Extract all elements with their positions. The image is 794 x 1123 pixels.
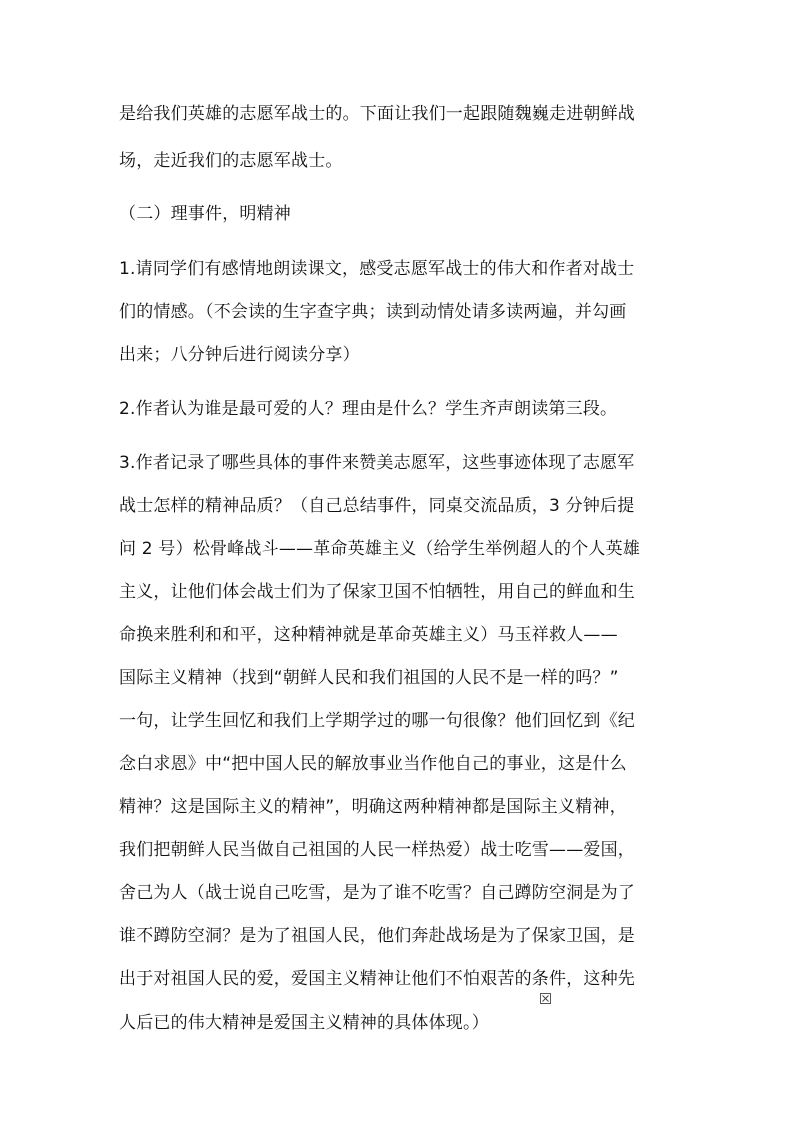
paragraph-line: 出于对祖国人民的爱，爱国主义精神让他们不怕艰苦的条件，这种先 <box>119 969 635 989</box>
broken-image-icon <box>540 993 551 1004</box>
paragraph-line: 我们把朝鲜人民当做自己祖国的人民一样热爱）战士吃雪——爱国， <box>119 840 635 860</box>
paragraph-line: 出来；八分钟后进行阅读分享） <box>119 345 360 365</box>
paragraph-line: 精神？这是国际主义的精神”，明确这两种精神都是国际主义精神， <box>119 797 627 817</box>
paragraph-line: 3.作者记录了哪些具体的事件来赞美志愿军，这些事迹体现了志愿军 <box>119 453 635 473</box>
paragraph-line: 谁不蹲防空洞？是为了祖国人民，他们奔赴战场是为了保家卫国，是 <box>119 926 635 946</box>
paragraph-line: 命换来胜利和和平，这种精神就是革命英雄主义）马玉祥救人—— <box>119 625 618 645</box>
paragraph-line: 人后已的伟大精神是爱国主义精神的具体体现。） <box>119 1013 489 1033</box>
paragraph-line: 念白求恩》中“把中国人民的解放事业当作他自己的事业，这是什么 <box>119 754 627 774</box>
paragraph-line: 国际主义精神（找到“朝鲜人民和我们祖国的人民不是一样的吗？” <box>119 668 619 688</box>
paragraph-line: 是给我们英雄的志愿军战士的。下面让我们一起跟随魏巍走进朝鲜战 <box>119 104 635 124</box>
section-heading: （二）理事件，明精神 <box>119 204 291 224</box>
paragraph-line: 问 2 号）松骨峰战斗——革命英雄主义（给学生举例超人的个人英雄 <box>119 539 641 559</box>
paragraph-line: 舍己为人（战士说自己吃雪，是为了谁不吃雪？自己蹲防空洞是为了 <box>119 883 635 903</box>
paragraph-line: 场，走近我们的志愿军战士。 <box>119 151 343 171</box>
paragraph-line: 2.作者认为谁是最可爱的人？理由是什么？学生齐声朗读第三段。 <box>119 399 618 419</box>
paragraph-line: 们的情感。（不会读的生字查字典；读到动情处请多读两遍，并勾画 <box>119 302 627 322</box>
paragraph-line: 主义，让他们体会战士们为了保家卫国不怕牺牲，用自己的鲜血和生 <box>119 582 635 602</box>
paragraph-line: 一句，让学生回忆和我们上学期学过的哪一句很像？他们回忆到《纪 <box>119 711 635 731</box>
paragraph-line: 战士怎样的精神品质？（自己总结事件，同桌交流品质，3 分钟后提 <box>119 496 635 516</box>
paragraph-line: 1.请同学们有感情地朗读课文，感受志愿军战士的伟大和作者对战士 <box>119 259 635 279</box>
